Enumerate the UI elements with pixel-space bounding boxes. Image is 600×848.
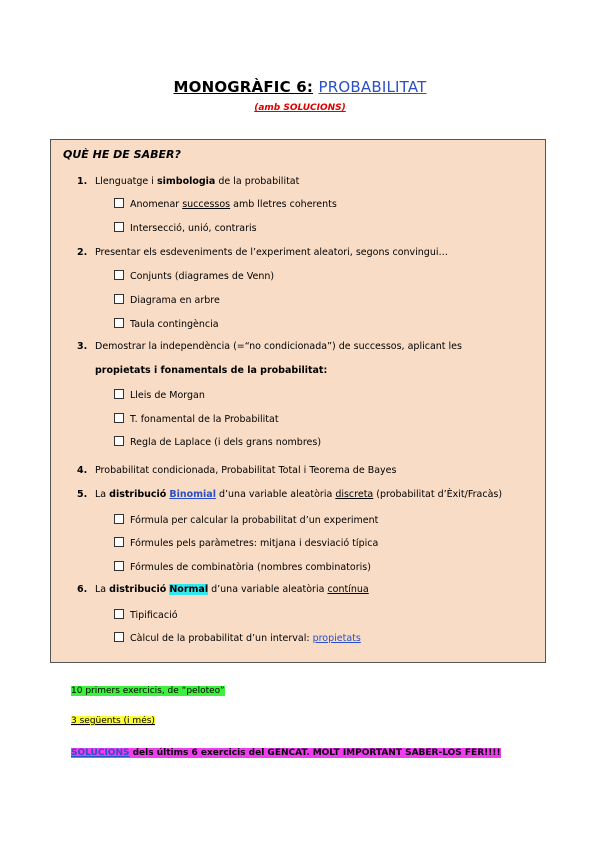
- item-text-continued: propietats i fonamentals de la probabilitat:: [95, 365, 328, 376]
- sub-item: [114, 436, 321, 448]
- item-text-e: discreta: [335, 489, 374, 500]
- sub-item: [114, 561, 371, 573]
- sub-item: [114, 270, 274, 282]
- document-title: [0, 78, 600, 96]
- sub-item: [114, 537, 378, 549]
- sub-text: Taula contingència: [130, 319, 219, 330]
- item-number: 2.: [77, 247, 88, 258]
- sub-text: T. fonamental de la Probabilitat: [130, 414, 279, 425]
- item-text-b: simbologia: [156, 176, 216, 187]
- sub-item: [114, 294, 220, 306]
- item-number: 4.: [77, 465, 88, 476]
- checkbox-icon: [114, 222, 124, 232]
- item-text: [95, 176, 299, 187]
- item-text: Demostrar la independència (=“no condicionada”) de successos, aplicant les: [95, 341, 462, 352]
- normal-highlight: Normal: [169, 584, 209, 595]
- learning-goals-box: [50, 139, 546, 663]
- title-link[interactable]: PROBABILITAT: [318, 78, 427, 96]
- sub-text: Lleis de Morgan: [130, 390, 205, 401]
- note-green-text: 10 primers exercicis, de “peloteo”: [71, 686, 225, 696]
- sub-text: Intersecció, unió, contraris: [130, 223, 257, 234]
- sub-item: [114, 413, 279, 425]
- sub-item: [114, 198, 337, 210]
- item-text-b: distribució: [109, 584, 167, 595]
- solutions-link[interactable]: SOLUCIONS: [71, 748, 130, 758]
- checkbox-icon: [114, 389, 124, 399]
- item-number: 5.: [77, 489, 88, 500]
- item-text-f: (probabilitat d’Èxit/Fracàs): [373, 489, 503, 500]
- checkbox-icon: [114, 318, 124, 328]
- checkbox-icon: [114, 514, 124, 524]
- item-text-d: d’una variable aleatòria: [215, 489, 336, 500]
- sub-text-underlined: successos: [182, 199, 231, 210]
- checkbox-icon: [114, 294, 124, 304]
- sub-text: Càlcul de la probabilitat d’un interval:: [130, 633, 313, 644]
- sub-item: [114, 389, 205, 401]
- item-text-c: de la probabilitat: [215, 176, 300, 187]
- sub-text: Fórmula per calcular la probabilitat d’un experiment: [130, 515, 379, 526]
- sub-item: [114, 514, 378, 526]
- sub-item: [114, 222, 257, 234]
- item-text-a: Llenguatge i: [95, 176, 157, 187]
- item-text-d: d’una variable aleatòria: [208, 584, 328, 595]
- note-yellow: [71, 716, 155, 726]
- item-text-b: distribució: [109, 489, 167, 500]
- sub-text: Fórmules pels paràmetres: mitjana i desviació típica: [130, 538, 379, 549]
- item-text: Probabilitat condicionada, Probabilitat Total i Teorema de Bayes: [95, 465, 397, 476]
- item-text-a: La: [95, 584, 110, 595]
- item-text-a: La: [95, 489, 110, 500]
- sub-text: Diagrama en arbre: [130, 295, 220, 306]
- binomial-link[interactable]: Binomial: [169, 489, 216, 500]
- item-text: Presentar els esdeveniments de l’experiment aleatori, segons convingui…: [95, 247, 448, 258]
- checkbox-icon: [114, 436, 124, 446]
- item-number: 1.: [77, 176, 88, 187]
- item-number: 6.: [77, 584, 88, 595]
- box-heading: QUÈ HE DE SABER?: [63, 148, 181, 161]
- note-magenta: [71, 748, 501, 758]
- checkbox-icon: [114, 198, 124, 208]
- sub-text-rest: amb lletres coherents: [230, 199, 337, 210]
- checkbox-icon: [114, 537, 124, 547]
- sub-text: Fórmules de combinatòria (nombres combinatoris): [130, 562, 371, 573]
- sub-text: Regla de Laplace (i dels grans nombres): [130, 437, 322, 448]
- note-green: [71, 686, 225, 696]
- checkbox-icon: [114, 632, 124, 642]
- document-subtitle: (amb SOLUCIONS): [254, 103, 346, 113]
- propietats-link[interactable]: propietats: [312, 633, 361, 644]
- item-text: [95, 489, 502, 500]
- note-magenta-text: [71, 748, 501, 758]
- sub-item: [114, 632, 361, 644]
- title-prefix: MONOGRÀFIC 6:: [173, 78, 314, 96]
- checkbox-icon: [114, 609, 124, 619]
- checkbox-icon: [114, 270, 124, 280]
- note-yellow-text: 3 següents (i més): [71, 716, 155, 726]
- checkbox-icon: [114, 561, 124, 571]
- sub-text: Tipificació: [130, 610, 178, 621]
- item-number: 3.: [77, 341, 88, 352]
- note-magenta-rest: dels últims 6 exercicis del GENCAT. MOLT IMPORTANT SABER-LOS FER!!!!: [129, 748, 501, 758]
- sub-text: Anomenar: [130, 199, 183, 210]
- sub-item: [114, 318, 219, 330]
- item-text-e: contínua: [327, 584, 369, 595]
- sub-text: Conjunts (diagrames de Venn): [130, 271, 275, 282]
- item-text: [95, 584, 369, 595]
- checkbox-icon: [114, 413, 124, 423]
- sub-item: [114, 609, 178, 621]
